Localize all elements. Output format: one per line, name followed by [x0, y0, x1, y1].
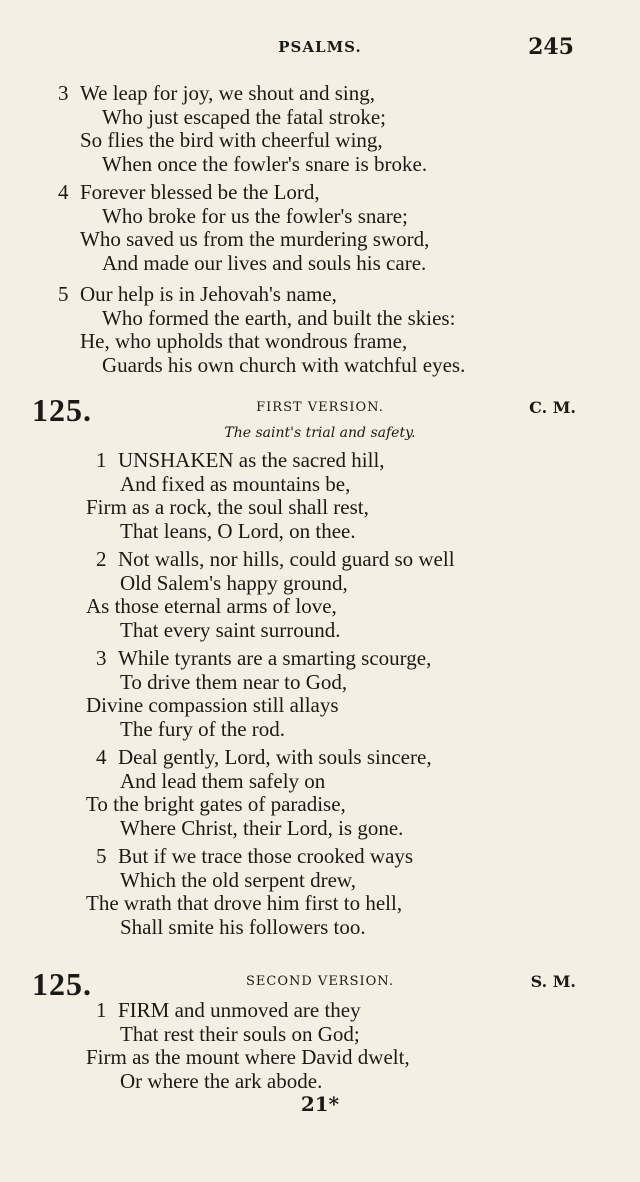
verse-line: That rest their souls on God; [120, 1021, 360, 1046]
page-number: 245 [528, 34, 574, 60]
verse-line: He, who upholds that wondrous frame, [80, 329, 408, 353]
meter-label: S. M. [530, 972, 576, 991]
version-label: SECOND VERSION. [246, 974, 394, 989]
stanza-3 [0, 82, 640, 176]
stanza-number: 5 [58, 282, 69, 306]
hymn-header [0, 392, 640, 428]
stanza-number: 4 [96, 745, 107, 769]
verse-line: As those eternal arms of love, [86, 594, 337, 618]
verse-line: UNSHAKEN as the sacred hill, [118, 448, 385, 472]
stanza-number: 2 [96, 547, 107, 571]
verse-line: To drive them near to God, [120, 669, 348, 694]
verse-line: That leans, O Lord, on thee. [120, 518, 356, 543]
stanza-5 [0, 845, 640, 939]
hymn-header [0, 966, 640, 1002]
verse-line: The fury of the rod. [120, 716, 286, 741]
verse-line: To the bright gates of paradise, [86, 792, 346, 816]
verse-line: Who formed the earth, and built the skies: [102, 305, 456, 330]
stanza-number: 4 [58, 180, 69, 204]
hymn-number: 125. [32, 966, 92, 1002]
stanza-number: 1 [96, 448, 107, 472]
verse-line: Where Christ, their Lord, is gone. [120, 815, 404, 840]
verse-line: And lead them safely on [120, 768, 326, 793]
stanza-1 [0, 449, 640, 543]
verse-line: When once the fowler's snare is broke. [102, 151, 428, 176]
stanza-4 [0, 746, 640, 840]
verse-line: Firm as a rock, the soul shall rest, [86, 495, 369, 519]
verse-line: Not walls, nor hills, could guard so well [118, 547, 455, 571]
verse-line: Shall smite his followers too. [120, 914, 366, 939]
verse-line: Who broke for us the fowler's snare; [102, 203, 408, 228]
stanza-number: 5 [96, 844, 107, 868]
verse-line: That every saint surround. [120, 617, 341, 642]
running-title: PSALMS. [278, 38, 362, 56]
verse-line: So flies the bird with cheerful wing, [80, 128, 383, 152]
verse-line: Old Salem's happy ground, [120, 570, 348, 595]
stanza-5 [0, 283, 640, 377]
verse-line: The wrath that drove him first to hell, [86, 891, 403, 915]
verse-line: Who just escaped the fatal stroke; [102, 104, 386, 129]
verse-line: We leap for joy, we shout and sing, [80, 81, 375, 105]
meter-label: C. M. [529, 398, 576, 417]
verse-line: Guards his own church with watchful eyes. [102, 352, 466, 377]
verse-line: Divine compassion still allays [86, 693, 339, 717]
verse-line: But if we trace those crooked ways [118, 844, 414, 868]
stanza-2 [0, 548, 640, 642]
stanza-1 [0, 999, 640, 1093]
hymn-number: 125. [32, 392, 92, 428]
verse-line: Forever blessed be the Lord, [80, 180, 320, 204]
verse-line: FIRM and unmoved are they [118, 998, 361, 1022]
verse-line: Or where the ark abode. [120, 1068, 323, 1093]
stanza-number: 1 [96, 998, 107, 1022]
verse-line: Our help is in Jehovah's name, [80, 282, 337, 306]
signature-mark: 21* [300, 1092, 340, 1116]
verse-line: Which the old serpent drew, [120, 867, 356, 892]
verse-line: While tyrants are a smarting scourge, [118, 646, 432, 670]
verse-line: Firm as the mount where David dwelt, [86, 1045, 410, 1069]
hymn-subtitle: The saint's trial and safety. [224, 425, 416, 441]
verse-line: And fixed as mountains be, [120, 471, 351, 496]
version-label: FIRST VERSION. [256, 400, 384, 415]
verse-line: Deal gently, Lord, with souls sincere, [118, 745, 432, 769]
verse-line: Who saved us from the murdering sword, [80, 227, 430, 251]
stanza-4 [0, 181, 640, 275]
stanza-3 [0, 647, 640, 741]
stanza-number: 3 [96, 646, 107, 670]
verse-line: And made our lives and souls his care. [102, 250, 427, 275]
stanza-number: 3 [58, 81, 69, 105]
